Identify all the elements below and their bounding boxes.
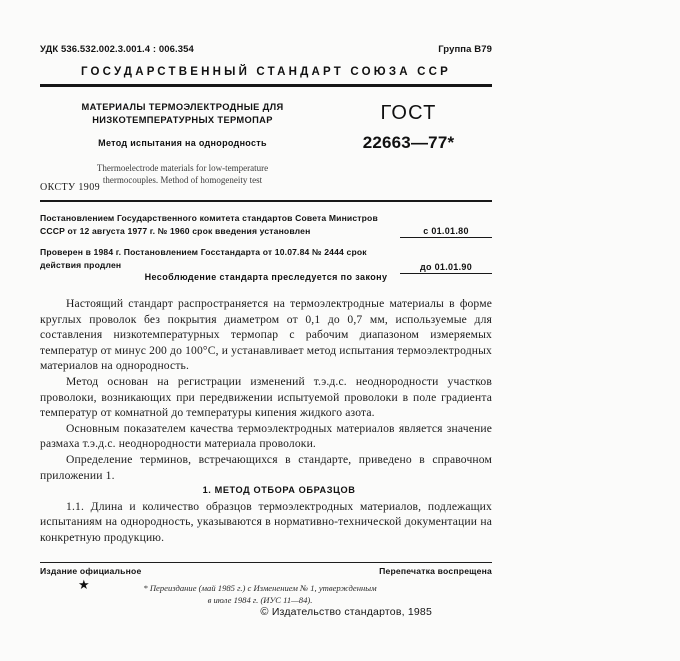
title-block-left [40, 96, 325, 186]
decree-block [40, 212, 492, 272]
body-paragraph-1: Настоящий стандарт распространяется на термоэлектродные материалы в форме круглых проволок без покрытия диаметром от 0,1 до 0,7 мм, используемые для составления низкотемпературных термопар с рабочим диапазоном измеряемых температур от минус 200 до 100°С, и устанавливает метод испытания термоэлектродных материалов на однородность. [40, 297, 492, 373]
header-meta-row [40, 44, 492, 55]
decree-extension-text: Проверен в 1984 г. Постановлением Госстандарта от 10.07.84 № 2444 срок действия продлен [40, 247, 367, 270]
gost-number: 22663—77* [362, 133, 455, 152]
body-paragraph-3: Основным показателем качества термоэлектродных материалов является значение размаха т.э.д.с. неоднородности материала проволоки. [40, 421, 492, 451]
penalty-notice: Несоблюдение стандарта преследуется по закону [144, 272, 388, 282]
copyright-text: Издательство стандартов, 1985 [271, 606, 432, 618]
body-paragraph-4: Определение терминов, встречающихся в стандарте, приведено в справочном приложении 1. [40, 452, 492, 482]
star-icon: ★ [78, 577, 90, 592]
copyright-line [40, 606, 432, 618]
group-code: Группа В79 [438, 44, 492, 55]
english-title-line-1: Thermoelectrode materials for low-temperature [96, 163, 269, 173]
footnote-line-2: в июле 1984 г. (ИУС 11—84). [207, 595, 313, 605]
footnote [95, 582, 425, 606]
decree-extension-date: до 01.01.90 [400, 262, 492, 274]
russian-title-line-2: НИЗКОТЕМПЕРАТУРНЫХ ТЕРМОПАР [92, 115, 273, 125]
state-standard-banner: ГОСУДАРСТВЕННЫЙ СТАНДАРТ СОЮЗА ССР [80, 66, 452, 78]
udk-code: УДК 536.532.002.3.001.4 : 006.354 [40, 44, 194, 55]
gost-label: ГОСТ [380, 102, 437, 124]
footnote-line-1: * Переиздание (май 1985 г.) с Изменением № 1, утвержденным [143, 583, 377, 593]
clause-1-1: 1.1. Длина и количество образцов термоэлектродных материалов, подлежащих испытаниям на однородность, указываются в нормативно-технической документации на конкретную продукцию. [40, 499, 492, 544]
title-block-right [325, 102, 492, 153]
document-body [40, 296, 492, 546]
okstu-rule [40, 200, 492, 202]
decree-row-introduction [40, 212, 492, 238]
decree-introduction-date: с 01.01.80 [400, 226, 492, 238]
title-block [40, 96, 492, 185]
header-rule [40, 84, 492, 87]
russian-subtitle: Метод испытания на однородность [98, 138, 267, 148]
body-paragraph-2: Метод основан на регистрации изменений т.э.д.с. неоднородности участков проволоки, возникающих при передвижении испытуемой проволоки в поле градиента температур от комнатной до температуры кипения жидкого азота. [40, 374, 492, 420]
copyright-icon: © [260, 606, 269, 618]
okstu-code: ОКСТУ 1909 [40, 182, 101, 193]
russian-title [40, 101, 325, 127]
decree-row-extension [40, 246, 492, 272]
decree-introduction-text: Постановлением Государственного комитета стандартов Совета Министров СССР от 12 августа 1977 г. № 1960 срок введения установлен [40, 213, 378, 236]
english-title-line-2: thermocouples. Method of homogeneity test [102, 175, 263, 185]
footer-rule [40, 562, 492, 563]
official-edition-label: Издание официальное [40, 566, 142, 576]
reprint-forbidden-label: Перепечатка воспрещена [379, 566, 492, 576]
section-1-heading: 1. МЕТОД ОТБОРА ОБРАЗЦОВ [202, 485, 356, 496]
footer-row [40, 566, 492, 576]
russian-title-line-1: МАТЕРИАЛЫ ТЕРМОЭЛЕКТРОДНЫЕ ДЛЯ [81, 102, 284, 112]
